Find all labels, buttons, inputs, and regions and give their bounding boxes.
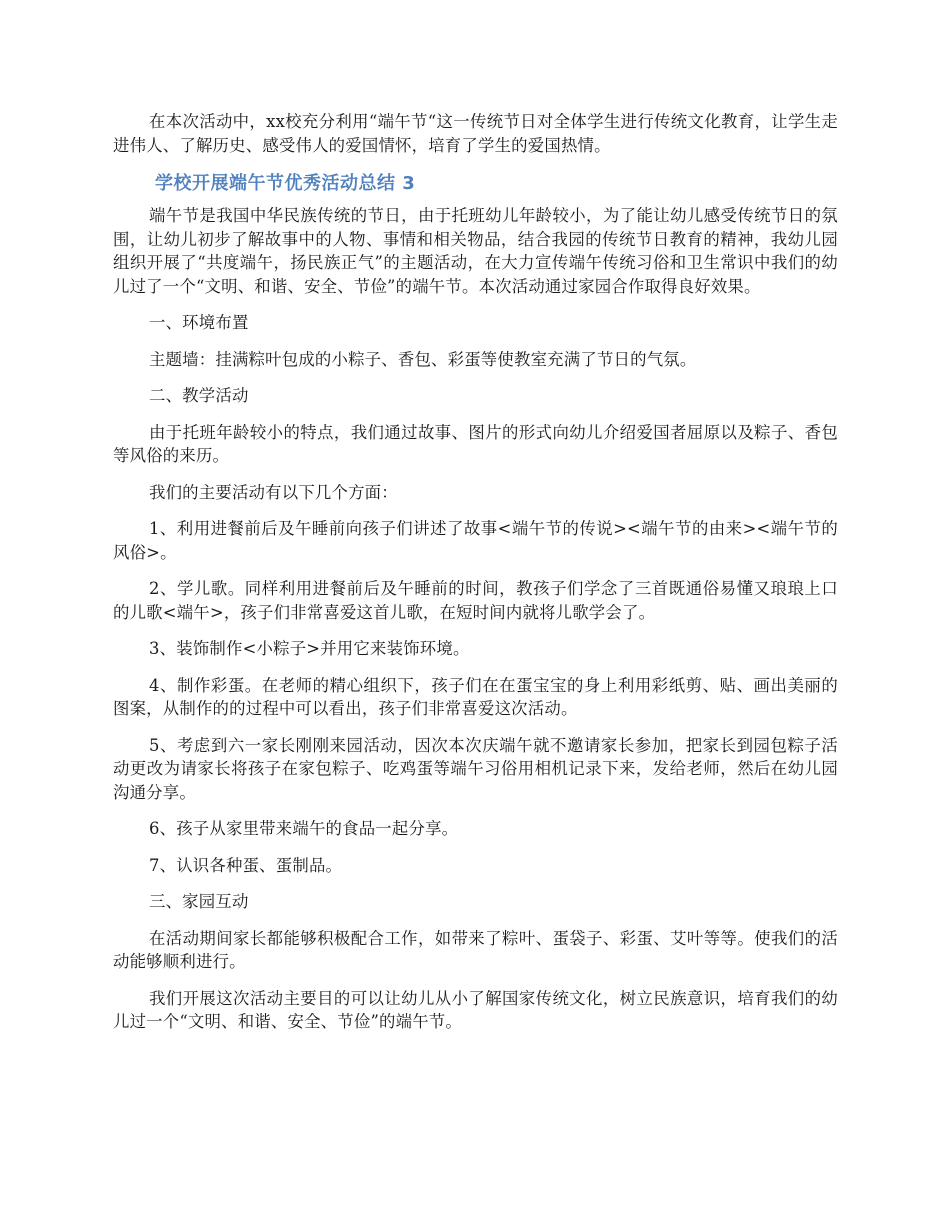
list-item: 6、孩子从家里带来端午的食品一起分享。 [149,819,459,838]
list-item: 2、学儿歌。同样利用进餐前后及午睡前的时间，教孩子们学念了三首既通俗易懂又琅琅上口的儿歌<端午>，孩子们非常喜爱这首儿歌，在短时间内就将儿歌学会了。 [113,579,838,622]
subheading-environment: 一、环境布置 [149,313,249,332]
subheading-teaching: 二、教学活动 [149,386,249,405]
paragraph: 主题墙：挂满粽叶包成的小粽子、香包、彩蛋等使教室充满了节日的气氛。 [149,349,697,369]
paragraph: 端午节是我国中华民族传统的节日，由于托班幼儿年龄较小，为了能让幼儿感受传统节日的氛围，让幼儿初步了解故事中的人物、事情和相关物品，结合我园的传统节日教育的精神，我幼儿园组织开展了“共度端午，扬民族正气”的主题活动，在大力宣传端午传统习俗和卫生常识中我们的幼儿过了一个“文明、和谐、安全、节俭”的端午节。本次活动通过家园合作取得良好效果。 [113,206,838,296]
list-item: 5、考虑到六一家长刚刚来园活动，因次本次庆端午就不邀请家长参加，把家长到园包粽子活动更改为请家长将孩子在家包粽子、吃鸡蛋等端午习俗用相机记录下来，发给老师，然后在幼儿园沟通分享。 [113,735,838,802]
paragraph: 我们的主要活动有以下几个方面： [149,482,398,502]
paragraph: 我们开展这次活动主要目的可以让幼儿从小了解国家传统文化，树立民族意识，培育我们的幼儿过一个“文明、和谐、安全、节俭”的端午节。 [113,988,838,1031]
subheading-home-school: 三、家园互动 [149,892,249,911]
list-item: 4、制作彩蛋。在老师的精心组织下，孩子们在在蛋宝宝的身上利用彩纸剪、贴、画出美丽的图案，从制作的的过程中可以看出，孩子们非常喜爱这次活动。 [113,675,838,718]
paragraph: 在活动期间家长都能够积极配合工作，如带来了粽叶、蛋袋子、彩蛋、艾叶等等。使我们的活动能够顺利进行。 [113,928,838,971]
section-heading: 学校开展端午节优秀活动总结 3 [155,173,416,194]
intro-paragraph: 在本次活动中，xx校充分利用“端午节“这一传统节日对全体学生进行传统文化教育，让学生走进伟人、了解历史、感受伟人的爱国情怀，培育了学生的爱国热情。 [113,112,839,155]
document-body [113,110,838,1047]
paragraph: 由于托班年龄较小的特点，我们通过故事、图片的形式向幼儿介绍爱国者屈原以及粽子、香包等风俗的来历。 [113,422,838,465]
list-item: 1、利用进餐前后及午睡前向孩子们讲述了故事<端午节的传说><端午节的由来><端午节的风俗>。 [113,519,838,562]
list-item: 3、装饰制作<小粽子>并用它来装饰环境。 [149,639,470,658]
list-item: 7、认识各种蛋、蛋制品。 [149,855,343,875]
